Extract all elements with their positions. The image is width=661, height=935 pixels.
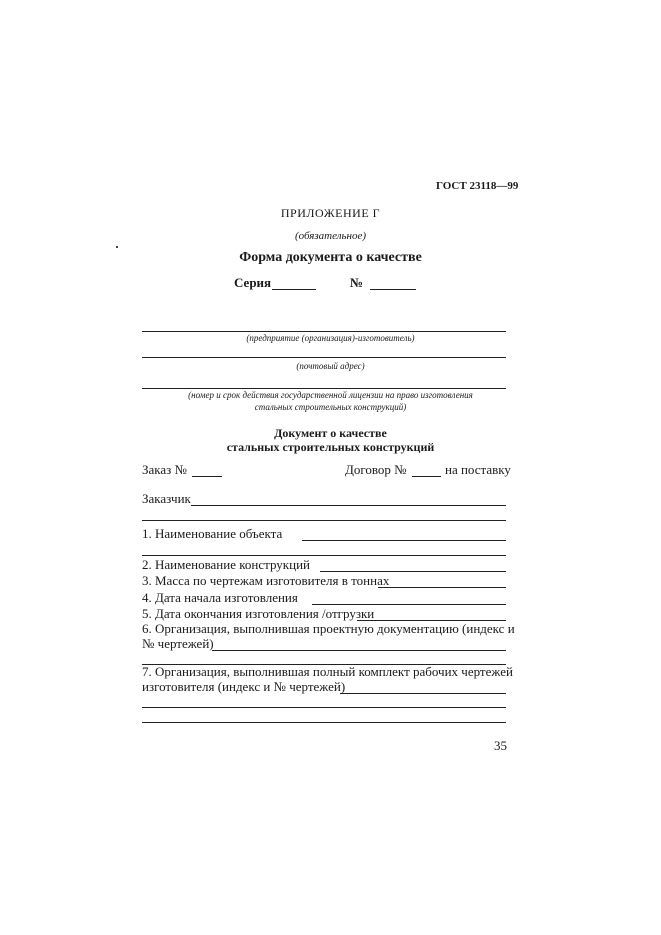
- customer-extra-line: [142, 520, 506, 521]
- form-title: Форма документа о качестве: [239, 250, 422, 265]
- field-drawings-org-2: изготовителя (индекс и № чертежей): [142, 679, 346, 694]
- field-structures-blank: [320, 571, 506, 572]
- series-label: Серия: [234, 275, 272, 290]
- field-design-org-2: № чертежей): [142, 636, 214, 651]
- number-blank: [370, 289, 416, 290]
- license-caption-1: (номер и срок действия государственной лицензии на право изготовления: [188, 390, 473, 400]
- field-design-org-1: 6. Организация, выполнившая проектную документацию (индекс и: [142, 621, 515, 636]
- scan-speck: [116, 246, 118, 248]
- field-drawings-org-1: 7. Организация, выполнившая полный комплект рабочих чертежей: [142, 664, 513, 679]
- standard-code: ГОСТ 23118—99: [436, 180, 519, 192]
- document-title-1: Документ о качестве: [274, 426, 387, 440]
- field-drawings-extra-line-2: [142, 722, 506, 723]
- customer-label: Заказчик: [142, 491, 191, 506]
- field-object-blank: [302, 540, 506, 541]
- number-label: №: [350, 275, 364, 290]
- field-design-org-blank: [212, 650, 506, 651]
- order-blank: [192, 476, 222, 477]
- manufacturer-line: [142, 331, 506, 332]
- series-blank: [272, 289, 316, 290]
- license-line: [142, 388, 506, 389]
- field-object-name: 1. Наименование объекта: [142, 526, 283, 541]
- address-caption: (почтовый адрес): [296, 361, 365, 371]
- page-number: 35: [494, 738, 507, 753]
- contract-blank: [412, 476, 441, 477]
- appendix-status: (обязательное): [294, 230, 367, 242]
- address-line: [142, 357, 506, 358]
- customer-blank: [191, 505, 506, 506]
- field-start-date: 4. Дата начала изготовления: [142, 590, 298, 605]
- field-start-date-blank: [312, 604, 506, 605]
- contract-label: Договор №: [345, 462, 407, 477]
- document-title-2: стальных строительных конструкций: [226, 440, 435, 454]
- field-drawings-extra-line-1: [142, 707, 506, 708]
- appendix-title: ПРИЛОЖЕНИЕ Г: [280, 206, 381, 220]
- field-drawings-org-blank: [340, 693, 506, 694]
- license-caption-2: стальных строительных конструкций): [254, 402, 407, 412]
- contract-suffix: на поставку: [445, 462, 511, 477]
- field-object-extra-line: [142, 555, 506, 556]
- manufacturer-caption: (предприятие (организация)-изготовитель): [246, 333, 415, 343]
- field-mass: 3. Масса по чертежам изготовителя в тоннах: [142, 573, 390, 588]
- field-structures-name: 2. Наименование конструкций: [142, 557, 310, 572]
- field-end-date: 5. Дата окончания изготовления /отгрузки: [142, 606, 375, 621]
- order-label: Заказ №: [142, 462, 187, 477]
- field-mass-blank: [378, 587, 506, 588]
